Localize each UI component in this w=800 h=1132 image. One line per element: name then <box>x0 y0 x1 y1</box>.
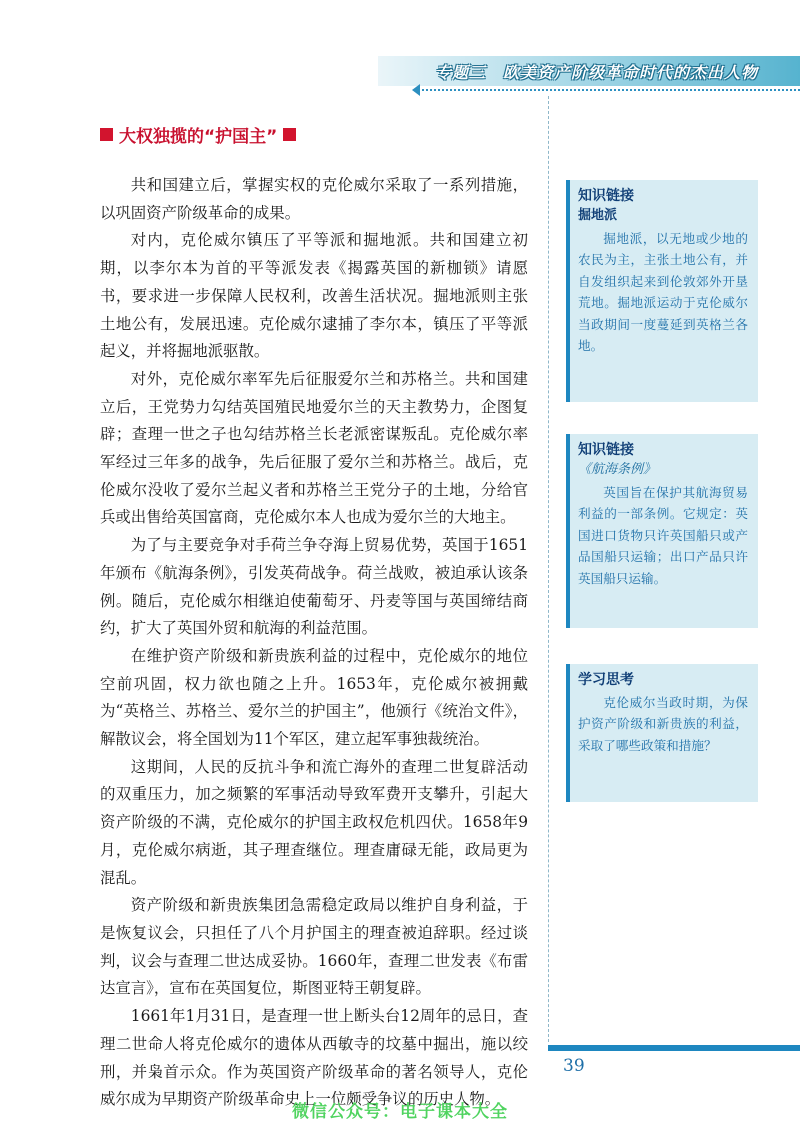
knowledge-link-box-navigation-acts <box>566 434 758 628</box>
box-subtitle: 掘地派 <box>578 208 618 223</box>
box-body: 英国旨在保护其航海贸易利益的一部条例。它规定：英国进口货物只许英国船只或产品国船只运输；出口产品只许英国船只运输。 <box>578 485 748 586</box>
paragraph: 对外，克伦威尔率军先后征服爱尔兰和苏格兰。共和国建立后，王党势力勾结英国殖民地爱尔兰的天主教势力，企图复辟；查理一世之子也勾结苏格兰长老派密谋叛乱。克伦威尔率军经过三年多的战争，先后征服了爱尔兰和苏格兰。战后，克伦威尔没收了爱尔兰起义者和苏格兰王党分子的土地，分给官兵或出售给英国富商，克伦威尔本人也成为爱尔兰的大地主。 <box>100 369 528 527</box>
watermark-text: 微信公众号：电子课本大全 <box>292 1102 508 1122</box>
main-text <box>100 172 528 1114</box>
paragraph: 这期间，人民的反抗斗争和流亡海外的查理二世复辟活动的双重压力，加之频繁的军事活动导致军费开支攀升，引起大资产阶级的不满，克伦威尔的护国主政权危机四伏。1658年9月，克伦威尔病逝，其子理查继位。理查庸碌无能，政局更为混乱。 <box>100 757 528 887</box>
box-body: 克伦威尔当政时期，为保护资产阶级和新贵族的利益，采取了哪些政策和措施？ <box>578 695 748 753</box>
box-subtitle: 《航海条例》 <box>578 462 657 477</box>
knowledge-link-box-diggers <box>566 180 758 402</box>
chapter-title: 专题三 欧美资产阶级革命时代的杰出人物 <box>434 63 758 82</box>
paragraph: 在维护资产阶级和新贵族利益的过程中，克伦威尔的地位空前巩固，权力欲也随之上升。1653年，克伦威尔被拥戴为“英格兰、苏格兰、爱尔兰的护国主”，他颁行《统治文件》，解散议会，将全国划为11个军区，建立起军事独裁统治。 <box>100 646 528 749</box>
paragraph: 1661年1月31日，是查理一世上断头台12周年的忌日，查理二世命人将克伦威尔的遗体从西敏寺的坟墓中掘出，施以绞刑，并枭首示众。作为英国资产阶级革命的著名领导人，克伦威尔成为早期资产阶级革命史上一位颇受争议的历史人物。 <box>100 1007 528 1109</box>
box-title: 知识链接 <box>578 188 634 204</box>
study-question-box <box>566 664 758 802</box>
page-number: 39 <box>563 1056 585 1076</box>
square-bullet-icon <box>283 128 296 141</box>
box-title: 知识链接 <box>578 442 634 458</box>
box-body: 掘地派，以无地或少地的农民为主，主张土地公有，并自发组织起来到伦敦郊外开垦荒地。掘地派运动于克伦威尔当政期间一度蔓延到英格兰各地。 <box>578 231 748 354</box>
paragraph: 资产阶级和新贵族集团急需稳定政局以维护自身利益，于是恢复议会，只担任了八个月护国主的理查被迫辞职。经过谈判，议会与查理二世达成妥协。1660年，查理二世发表《布雷达宣言》，宣布在英国复位，斯图亚特王朝复辟。 <box>100 896 528 998</box>
paragraph: 共和国建立后，掌握实权的克伦威尔采取了一系列措施，以巩固资产阶级革命的成果。 <box>100 176 528 222</box>
square-bullet-icon <box>100 128 113 141</box>
paragraph: 为了与主要竞争对手荷兰争夺海上贸易优势，英国于1651年颁布《航海条例》，引发英荷战争。荷兰战败，被迫承认该条例。随后，克伦威尔相继迫使葡萄牙、丹麦等国与英国缔结商约，扩大了英国外贸和航海的利益范围。 <box>100 536 528 638</box>
section-heading-text: 大权独揽的“护国主” <box>119 127 278 147</box>
section-heading <box>100 122 296 147</box>
box-title: 学习思考 <box>578 672 634 688</box>
header-dotted-line <box>418 89 800 91</box>
paragraph: 对内，克伦威尔镇压了平等派和掘地派。共和国建立初期，以李尔本为首的平等派发表《揭露英国的新枷锁》请愿书，要求进一步保障人民权利，改善生活状况。掘地派则主张土地公有，发展迅速。克伦威尔逮捕了李尔本，镇压了平等派起义，并将掘地派驱散。 <box>100 231 528 361</box>
footer-bar <box>548 1045 800 1051</box>
column-divider <box>548 96 549 1042</box>
